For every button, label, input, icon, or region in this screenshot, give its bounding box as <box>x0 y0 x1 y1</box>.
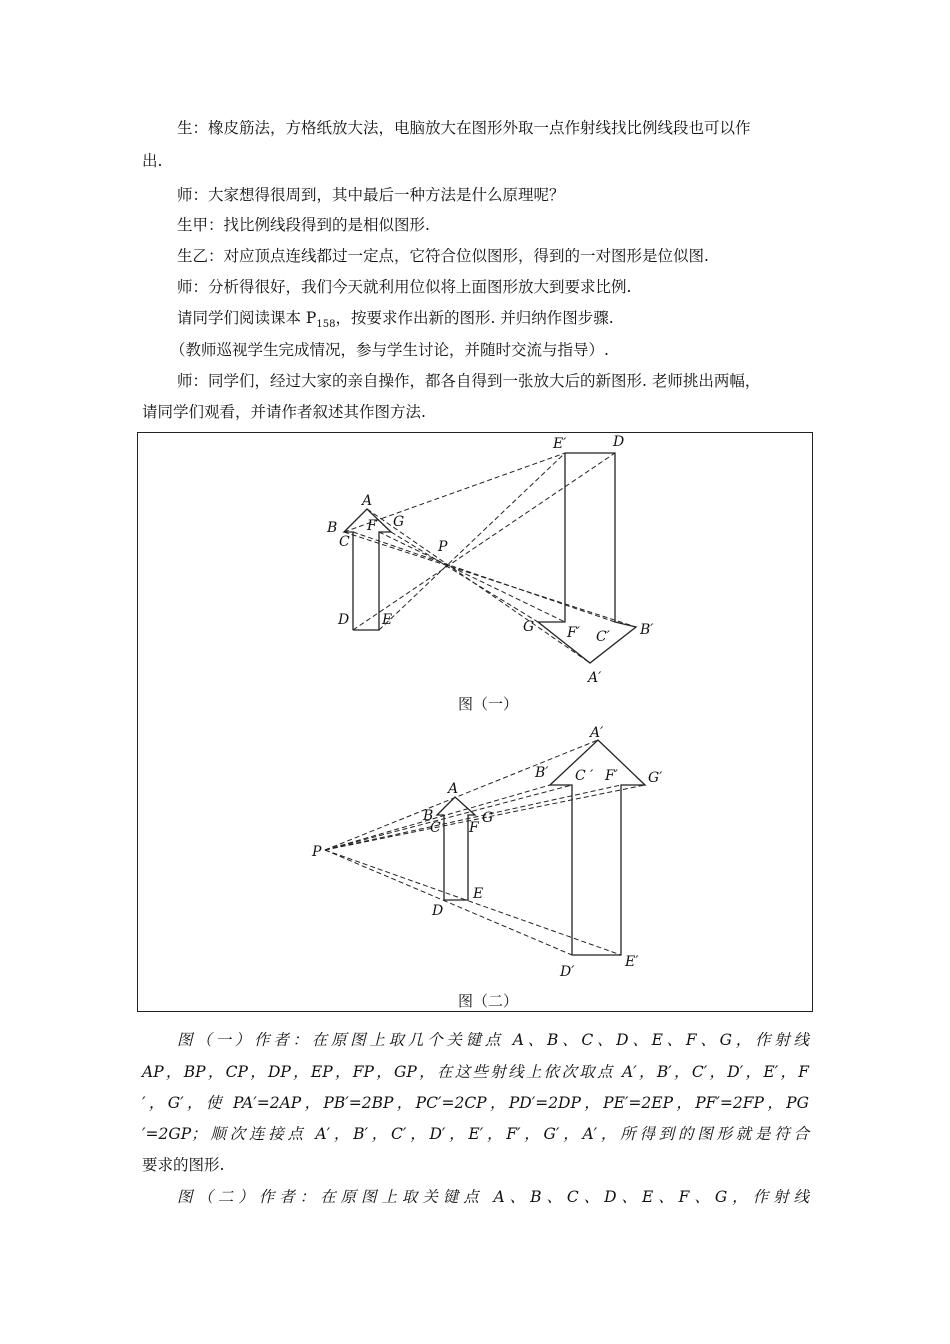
para-8b: 请同学们观看，并请作者叙述其作图方法. <box>142 403 426 421</box>
figure-2-caption: 图（二） <box>458 992 519 1010</box>
fig2-label-B: B <box>423 808 434 824</box>
fig1-label-A: A <box>362 493 373 509</box>
fig1-label-P: P <box>438 539 448 555</box>
fig2-label-D: D <box>432 903 444 919</box>
fig2-label-F: F <box>469 820 479 836</box>
para-9b: AP，BP，CP，DP，EP，FP，GP，在这些射线上依次取点 A′，B′，C′，D′，E′，F <box>142 1063 809 1081</box>
fig1-label-E: E <box>382 612 393 628</box>
para-5: 师：分析得很好，我们今天就利用位似将上面图形放大到要求比例. <box>177 278 632 296</box>
para-9e: 要求的图形. <box>142 1156 225 1174</box>
fig1-label-D2: D <box>613 434 625 450</box>
para-10: 图（二）作者：在原图上取关键点 A、B、C、D、E、F、G，作射线 <box>177 1188 809 1206</box>
para-9a: 图（一）作者：在原图上取几个关键点 A、B、C、D、E、F、G，作射线 <box>177 1031 809 1049</box>
fig1-label-D: D <box>338 612 350 628</box>
fig2-label-A: A <box>448 781 459 797</box>
para-9c: ′，G′，使 PA′=2AP，PB′=2BP，PC′=2CP，PD′=2DP，PE′=2EP，PF′=2FP，PG <box>142 1094 809 1112</box>
fig2-label-D2: D′ <box>560 964 575 980</box>
fig2-label-A2: A′ <box>590 725 604 741</box>
fig2-label-E2: E′ <box>625 954 639 970</box>
para-3: 生甲：找比例线段得到的是相似图形. <box>177 216 430 234</box>
para-7: （教师巡视学生完成情况，参与学生讨论，并随时交流与指导）. <box>170 341 609 359</box>
para-9d: ′=2GP；顺次连接点 A′，B′，C′，D′，E′，F′，G′，A′，所得到的图形就是符合 <box>142 1125 809 1143</box>
fig1-label-A2: A′ <box>588 670 602 686</box>
para-8a: 师：同学们，经过大家的亲自操作，都各自得到一张放大后的新图形. 老师挑出两幅， <box>177 372 761 390</box>
fig2-label-P: P <box>312 844 322 860</box>
para-6-post: ，按要求作出新的图形. 并归纳作图步骤. <box>335 309 614 327</box>
para-4: 生乙：对应顶点连线都过一定点，它符合位似图形，得到的一对图形是位似图. <box>177 247 709 265</box>
fig1-label-C2: C′ <box>596 629 610 645</box>
para-2: 师：大家想得很周到，其中最后一种方法是什么原理呢？ <box>177 186 565 204</box>
fig1-label-G: G <box>393 514 405 530</box>
fig1-label-C: C <box>339 534 350 550</box>
fig2-label-G2: G′ <box>648 770 663 786</box>
fig1-label-G2: G <box>523 619 535 635</box>
page-number-sub: 158 <box>316 319 336 331</box>
fig1-label-F2: F′ <box>567 625 580 641</box>
figure-1-caption: 图（一） <box>458 695 519 713</box>
fig2-big-shape <box>550 740 645 955</box>
fig2-label-F2: F′ <box>605 768 618 784</box>
para-1a: 生：橡皮筋法，方格纸放大法，电脑放大在图形外取一点作射线找比例线段也可以作 <box>177 119 751 137</box>
fig2-label-E: E <box>473 886 484 902</box>
fig2-label-C: C <box>430 820 441 836</box>
fig1-label-B2: B′ <box>640 622 654 638</box>
fig1-label-F: F <box>367 518 377 534</box>
fig1-label-E2: E′ <box>553 436 567 452</box>
fig2-label-B2: B′ <box>535 765 549 781</box>
fig2-label-C2: C ′ <box>575 768 594 784</box>
para-1b: 出. <box>142 152 163 170</box>
fig1-label-B: B <box>327 520 338 536</box>
fig2-label-G: G <box>482 810 494 826</box>
para-6-pre: 请同学们阅读课本 P <box>177 309 317 327</box>
